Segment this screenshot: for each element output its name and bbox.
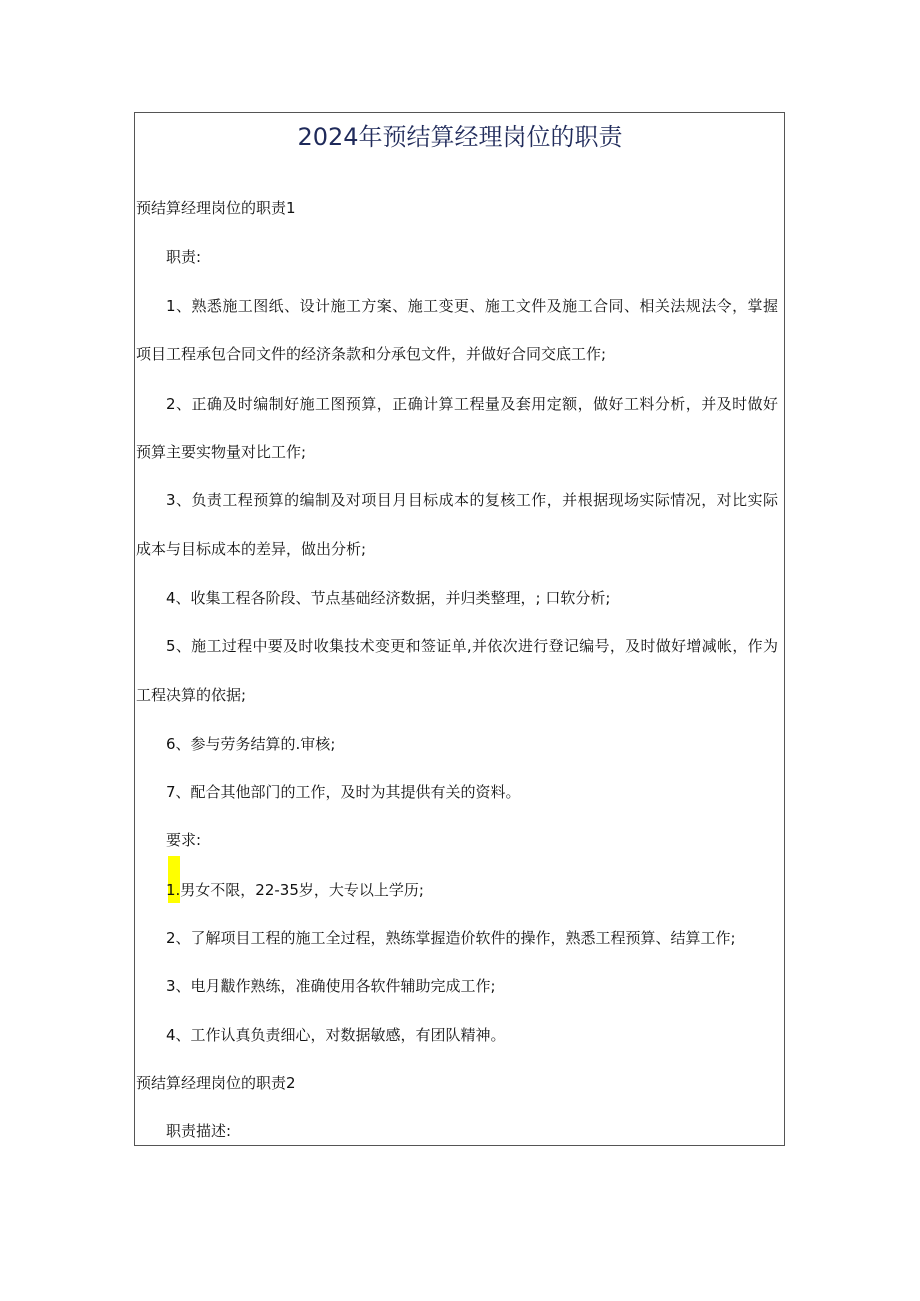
duty-item-5-line2: 工程决算的依据; [136, 686, 247, 704]
duty-item-1-line1: 1、熟悉施工图纸、设计施工方案、施工变更、施工文件及施工合同、相关法规法令，掌握 [166, 297, 778, 315]
duty-item-5-line1: 5、施工过程中要及时收集技术变更和签证单,并依次进行登记编号，及时做好增减帐，作为 [166, 637, 778, 655]
section-heading-1: 预结算经理岗位的职责1 [136, 199, 296, 217]
duty-item-2-line2: 预算主要实物量对比工作; [136, 443, 307, 461]
requirement-item-3: 3、电月黻作熟练，准确使用各软件辅助完成工作; [166, 977, 496, 995]
duty-item-1-line2: 项目工程承包合同文件的经济条款和分承包文件，并做好合同交底工作; [136, 345, 607, 363]
duty-item-3-line2: 成本与目标成本的差异，做出分析; [136, 540, 367, 558]
document-title: 2024年预结算经理岗位的职责 [297, 123, 623, 151]
requirement-item-4: 4、工作认真负责细心，对数据敏感，有团队精神。 [166, 1026, 506, 1044]
duty-item-7: 7、配合其他部门的工作，及时为其提供有关的资料。 [166, 783, 521, 801]
duty-item-4: 4、收集工程各阶段、节点基础经济数据，并归类整理，; 口软分析; [166, 589, 611, 607]
requirements-label: 要求: [166, 831, 202, 849]
duties-description-label: 职责描述: [166, 1122, 232, 1140]
duty-item-6: 6、参与劳务结算的.审核; [166, 735, 336, 753]
requirement-item-2: 2、了解项目工程的施工全过程，熟练掌握造价软件的操作，熟悉工程预算、结算工作; [166, 929, 736, 947]
section-heading-2: 预结算经理岗位的职责2 [136, 1074, 296, 1092]
duties-label: 职责: [166, 248, 202, 266]
requirement-item-1: 1.男女不限，22-35岁，大专以上学历; [166, 881, 424, 899]
duty-item-3-line1: 3、负责工程预算的编制及对项目月目标成本的复核工作，并根据现场实际情况，对比实际 [166, 491, 778, 509]
duty-item-2-line1: 2、正确及时编制好施工图预算，正确计算工程量及套用定额，做好工料分析，并及时做好 [166, 395, 778, 413]
